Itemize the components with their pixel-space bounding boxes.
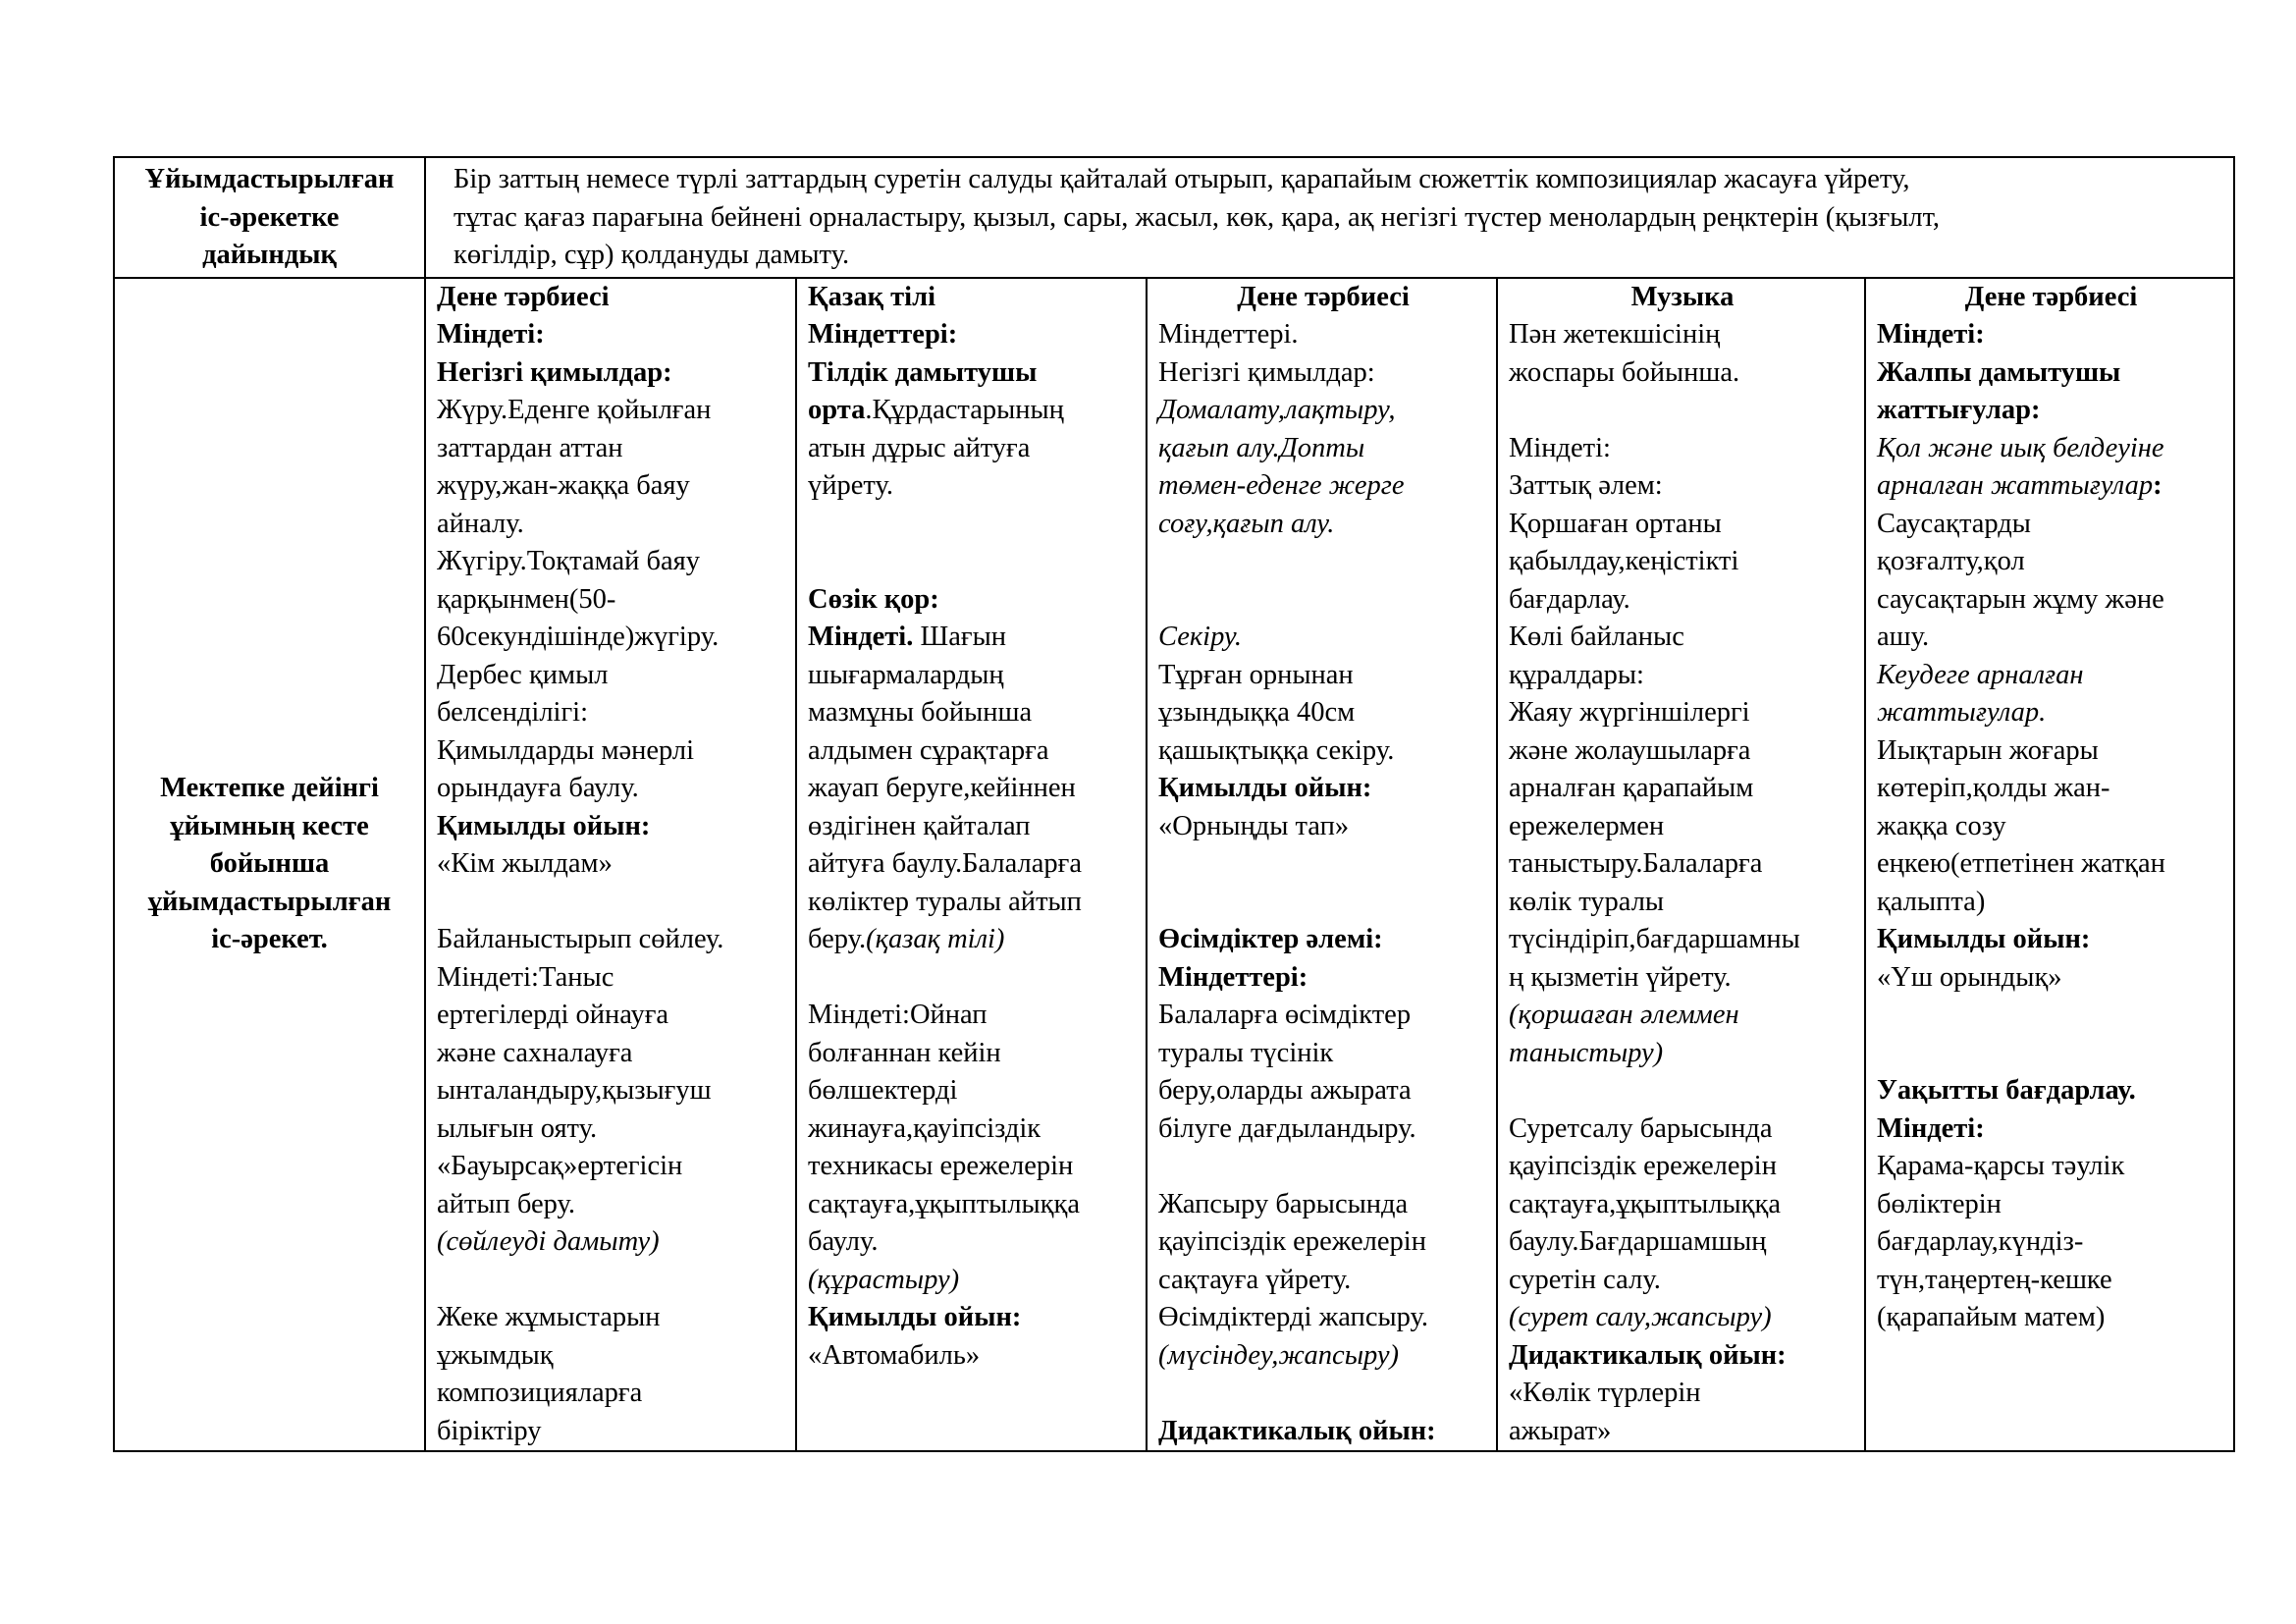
activity-text-line: ашу. (1877, 622, 1930, 652)
activity-text-line: Өсімдіктерді жапсыру. (1158, 1302, 1429, 1332)
activity-text-line: таныстыру) (1509, 1037, 1664, 1068)
activity-text-line: еңкею(етпетінен жатқан (1877, 848, 2165, 879)
activity-text-line: 60секундішінде)жүгіру. (437, 622, 720, 652)
activity-text-line: өздігінен қайталап (808, 810, 1031, 841)
activity-text-line: көтеріп,қолды жан- (1877, 773, 2110, 803)
activity-text-line: (қоршаған әлеммен (1509, 1000, 1739, 1030)
day-column-4 (1497, 278, 1865, 1452)
activity-text-line: жинауға,қауіпсіздік (808, 1112, 1041, 1144)
day-column-5 (1865, 278, 2234, 1452)
activity-text-run: беру. (808, 924, 867, 954)
activity-text-line: сақтауға,ұқыптылыққа (1509, 1188, 1782, 1219)
preparation-row (114, 157, 2234, 278)
activity-text-line: және сахналауға (437, 1037, 633, 1068)
day-column-1 (425, 278, 796, 1452)
activity-text-line: Суретсалу барысында (1509, 1112, 1773, 1144)
blank-line (808, 543, 1138, 581)
daily-plan-table (113, 156, 2235, 1452)
activity-heading-line: Міндеттері: (808, 319, 958, 350)
activity-text-line: болғаннан кейін (808, 1037, 1001, 1068)
activity-text-line: жауап беруге,кейіннен (808, 773, 1076, 803)
activity-text-line: туралы түсінік (1158, 1037, 1334, 1068)
blank-line (808, 959, 1138, 998)
activity-text-line: бөлшектерді (808, 1075, 958, 1106)
preparation-label-line: дайындық (202, 240, 337, 270)
activity-text-line: «Автомабиль» (808, 1339, 981, 1371)
activity-text-line: айтып беру. (437, 1188, 576, 1219)
activity-heading-line: Дене тәрбиесі (437, 281, 610, 312)
activity-text-line: (қарапайым матем) (1877, 1302, 2106, 1332)
activity-text-line: (сурет салу,жапсыру) (1509, 1302, 1772, 1332)
activity-text-line (808, 619, 1138, 657)
activity-text-line: қағып алу.Допты (1158, 432, 1365, 463)
activity-text-line: қауіпсіздік ережелерін (1509, 1151, 1777, 1181)
activity-text-line: Балаларға өсімдіктер (1158, 1000, 1412, 1030)
activity-text-line: Жапсыру барысында (1158, 1188, 1409, 1219)
blank-line (1877, 997, 2225, 1035)
activity-text-line: техникасы ережелерін (808, 1151, 1074, 1181)
activity-text-line: көлік туралы (1509, 886, 1665, 917)
blank-line (1158, 1375, 1488, 1413)
activity-heading-line: жаттығулар: (1877, 395, 2041, 425)
activity-text-line: жаттығулар. (1877, 697, 2047, 728)
blank-line (1158, 1148, 1488, 1186)
activity-text-line: Жаяу жүргіншілергі (1509, 697, 1750, 728)
activity-text-line: төмен-еденге жерге (1158, 470, 1405, 501)
activity-heading-line: Жалпы дамытушы (1877, 356, 2121, 388)
activity-text-line: орындауға баулу. (437, 773, 639, 803)
activity-label-line: іс-әрекет. (211, 924, 328, 954)
blank-line (1877, 1035, 2225, 1073)
activity-heading-line: Дене тәрбиесі (1237, 281, 1410, 312)
activity-text-line: шығармалардың (808, 659, 1004, 690)
activity-text-line: біріктіру (437, 1415, 542, 1446)
blank-line (1158, 845, 1488, 884)
day-column-3 (1147, 278, 1497, 1452)
activity-text-line: Міндеттері. (1158, 319, 1299, 350)
activity-heading-line: Қазақ тілі (808, 281, 935, 312)
activity-text-line: Қоршаған ортаны (1509, 508, 1722, 539)
activity-text-run: : (2153, 470, 2163, 501)
activity-text-line: жаққа созу (1877, 810, 2006, 841)
activity-text-line: «Бауырсақ»ертегісін (437, 1151, 683, 1181)
activity-text-line: Кеудеге арналған (1877, 659, 2084, 690)
blank-line (1158, 543, 1488, 581)
activity-text-line: Жүру.Еденге қойылған (437, 395, 712, 425)
activity-text-line: Домалату,лақтыру, (1158, 395, 1396, 425)
activity-label-line: ұйымның кесте (170, 810, 369, 841)
day-column-2 (796, 278, 1147, 1452)
activity-text-line: бөліктерін (1877, 1188, 2002, 1219)
activity-text-line: атын дұрыс айтуға (808, 432, 1031, 463)
activity-text-line: беру,оларды ажырата (1158, 1075, 1412, 1106)
activity-text-line: Байланыстырып сөйлеу. (437, 924, 724, 954)
activity-text-line (808, 921, 1138, 959)
activity-text-line: мазмұны бойынша (808, 697, 1033, 728)
activity-text-line: үйрету. (808, 470, 894, 501)
activity-text-line: айналу. (437, 508, 524, 539)
activity-text-line: қарқынмен(50- (437, 583, 616, 615)
activity-text-line: Көлі байланыс (1509, 622, 1684, 652)
activity-text-line: композицияларға (437, 1378, 643, 1408)
activity-heading-line: Міндеті: (1877, 1112, 1985, 1144)
preparation-text-line: тұтас қағаз парағына бейнені орналастыру, қызыл, сары, жасыл, көк, қара, ақ негізгі түстер менолардың реңктерін (қызғылт, (454, 201, 1941, 233)
activity-heading-line: Міндеттері: (1158, 961, 1308, 993)
activity-text-run: Міндеті. (808, 622, 914, 652)
organized-activity-row (114, 278, 2234, 1452)
activity-text-line: сақтауға үйрету. (1158, 1264, 1352, 1295)
activity-text-line: қауіпсіздік ережелерін (1158, 1226, 1426, 1257)
activity-heading-line: Дидактикалық ойын: (1509, 1339, 1787, 1371)
preparation-label-line: іс-әрекетке (199, 201, 340, 233)
activity-text-line: (құрастыру) (808, 1264, 960, 1295)
activity-text-line: Міндеті:Таныс (437, 961, 614, 993)
activity-heading-line: Дене тәрбиесі (1964, 281, 2138, 312)
activity-text-line: ажырат» (1509, 1415, 1612, 1446)
activity-text-line: Секіру. (1158, 622, 1242, 652)
activity-heading-line: Тілдік дамытушы (808, 356, 1038, 388)
activity-text-line: суретін салу. (1509, 1264, 1661, 1295)
activity-text-run: орта (808, 395, 866, 425)
activity-text-line: алдымен сұрақтарға (808, 734, 1049, 766)
activity-text-line: баулу.Бағдаршамшың (1509, 1226, 1767, 1257)
activity-text-line: саусақтарын жұму және (1877, 583, 2164, 615)
activity-text-line: «Көлік түрлерін (1509, 1378, 1701, 1408)
activity-text-line: соғу,қағып алу. (1158, 508, 1335, 539)
activity-text-line: Дербес қимыл (437, 659, 609, 690)
blank-line (1158, 581, 1488, 620)
activity-text-line: Жеке жұмыстарын (437, 1302, 661, 1332)
activity-text-line: арналған қарапайым (1509, 773, 1754, 803)
activity-heading-line: Дидактикалық ойын: (1158, 1415, 1436, 1446)
activity-text-line: Қимылдарды мәнерлі (437, 734, 695, 766)
activity-label-line: ұйымдастырылған (147, 886, 392, 917)
activity-text-line: Саусақтарды (1877, 508, 2031, 539)
activity-heading-line: Негізгі қимылдар: (437, 356, 672, 388)
activity-text-line: Қол және иық белдеуіне (1877, 432, 2164, 463)
activity-heading-line: Қимылды ойын: (1877, 924, 2091, 954)
activity-text-line: Иықтарын жоғары (1877, 734, 2099, 766)
activity-text-line: сақтауға,ұқыптылыққа (808, 1188, 1081, 1219)
activity-heading-line: Музыка (1630, 281, 1735, 312)
preparation-text-line: Бір заттың немесе түрлі заттардың суретін салуды қайталай отырып, қарапайым сюжеттік композициялар жасауға үйрету, (454, 164, 1910, 194)
activity-text-line: баулу. (808, 1226, 879, 1257)
activity-text-line: ұжымдық (437, 1339, 554, 1371)
preparation-text-line: көгілдір, сұр) қолдануды дамыту. (454, 240, 850, 270)
activity-heading-line: Сөзік қор: (808, 583, 939, 615)
activity-heading-line: Өсімдіктер әлемі: (1158, 924, 1383, 954)
activity-text-line: белсенділігі: (437, 697, 588, 728)
activity-text-line (1877, 467, 2225, 506)
blank-line (1158, 884, 1488, 922)
activity-heading-line: Қимылды ойын: (1158, 773, 1372, 803)
activity-text-line: «Кім жылдам» (437, 848, 613, 879)
activity-text-line: «Орныңды тап» (1158, 810, 1350, 841)
blank-line (437, 1262, 787, 1300)
preparation-text-cell (425, 157, 2234, 278)
activity-text-line: заттардан аттан (437, 432, 623, 463)
activity-text-line: Тұрған орнынан (1158, 659, 1354, 690)
activity-text-run: (қазақ тілі) (866, 924, 1005, 954)
activity-text-line: ылығын ояту. (437, 1112, 598, 1144)
activity-text-line: ынталандыру,қызығуш (437, 1075, 712, 1106)
activity-text-run: .Құрдастарының (865, 395, 1064, 425)
activity-text-line: Заттық әлем: (1509, 470, 1663, 501)
activity-text-line: қозғалту,қол (1877, 546, 2025, 576)
activity-text-line: ұзындыққа 40см (1158, 697, 1356, 728)
activity-text-line: (мүсіндеу,жапсыру) (1158, 1339, 1400, 1371)
activity-text-line: Пән жетекшісінің (1509, 319, 1721, 350)
activity-text-line: Міндеті:Ойнап (808, 1000, 988, 1030)
activity-text-line: айтуға баулу.Балаларға (808, 848, 1082, 879)
preparation-label-line: Ұйымдастырылған (144, 164, 395, 194)
activity-text-line: «Үш орындық» (1877, 961, 2062, 993)
activity-text-line: көліктер туралы айтып (808, 886, 1082, 917)
activity-label-line: бойынша (209, 848, 330, 879)
activity-heading-line: Міндеті: (1877, 319, 1985, 350)
activity-text-line: қалыпта) (1877, 886, 1986, 917)
activity-text-line: ертегілерді ойнауға (437, 1000, 669, 1030)
activity-text-line: (сөйлеуді дамыту) (437, 1226, 660, 1257)
activity-text-line: түсіндіріп,бағдаршамны (1509, 924, 1800, 954)
organized-activity-label-cell (114, 278, 425, 1452)
activity-text-line: Жүгіру.Тоқтамай баяу (437, 546, 700, 576)
activity-heading-line: Қимылды ойын: (437, 810, 651, 841)
activity-text-line: білуге дағдыландыру. (1158, 1112, 1416, 1144)
activity-text-line: ережелермен (1509, 810, 1665, 841)
activity-text-line: құралдары: (1509, 659, 1644, 690)
blank-line (437, 884, 787, 922)
activity-text-line: қабылдау,кеңістікті (1509, 546, 1739, 576)
activity-text-run: арналған жаттығулар (1877, 470, 2154, 501)
activity-text-line: Негізгі қимылдар: (1158, 356, 1375, 388)
activity-heading-line: Міндеті: (437, 319, 545, 350)
activity-text-line: таныстыру.Балаларға (1509, 848, 1763, 879)
activity-text-line (808, 392, 1138, 430)
preparation-label-cell (114, 157, 425, 278)
blank-line (1509, 392, 1856, 430)
activity-label-line: Мектепке дейінгі (160, 773, 379, 803)
activity-text-line: ң қызметін үйрету. (1509, 961, 1732, 993)
activity-text-line: қашықтыққа секіру. (1158, 734, 1395, 766)
blank-line (1509, 1072, 1856, 1110)
activity-text-line: жүру,жан-жаққа баяу (437, 470, 690, 501)
activity-text-line: бағдарлау,күндіз- (1877, 1226, 2084, 1257)
activity-text-line: жоспары бойынша. (1509, 356, 1740, 388)
activity-heading-line: Қимылды ойын: (808, 1302, 1022, 1332)
activity-text-line: бағдарлау. (1509, 583, 1630, 615)
blank-line (808, 506, 1138, 544)
activity-text-line: Міндеті: (1509, 432, 1611, 463)
activity-heading-line: Уақытты бағдарлау. (1877, 1075, 2136, 1106)
activity-text-line: Қарама-қарсы тәулік (1877, 1151, 2125, 1181)
activity-text-line: және жолаушыларға (1509, 734, 1751, 766)
activity-text-line: түн,таңертең-кешке (1877, 1264, 2112, 1295)
activity-text-run: Шағын (913, 622, 1006, 652)
